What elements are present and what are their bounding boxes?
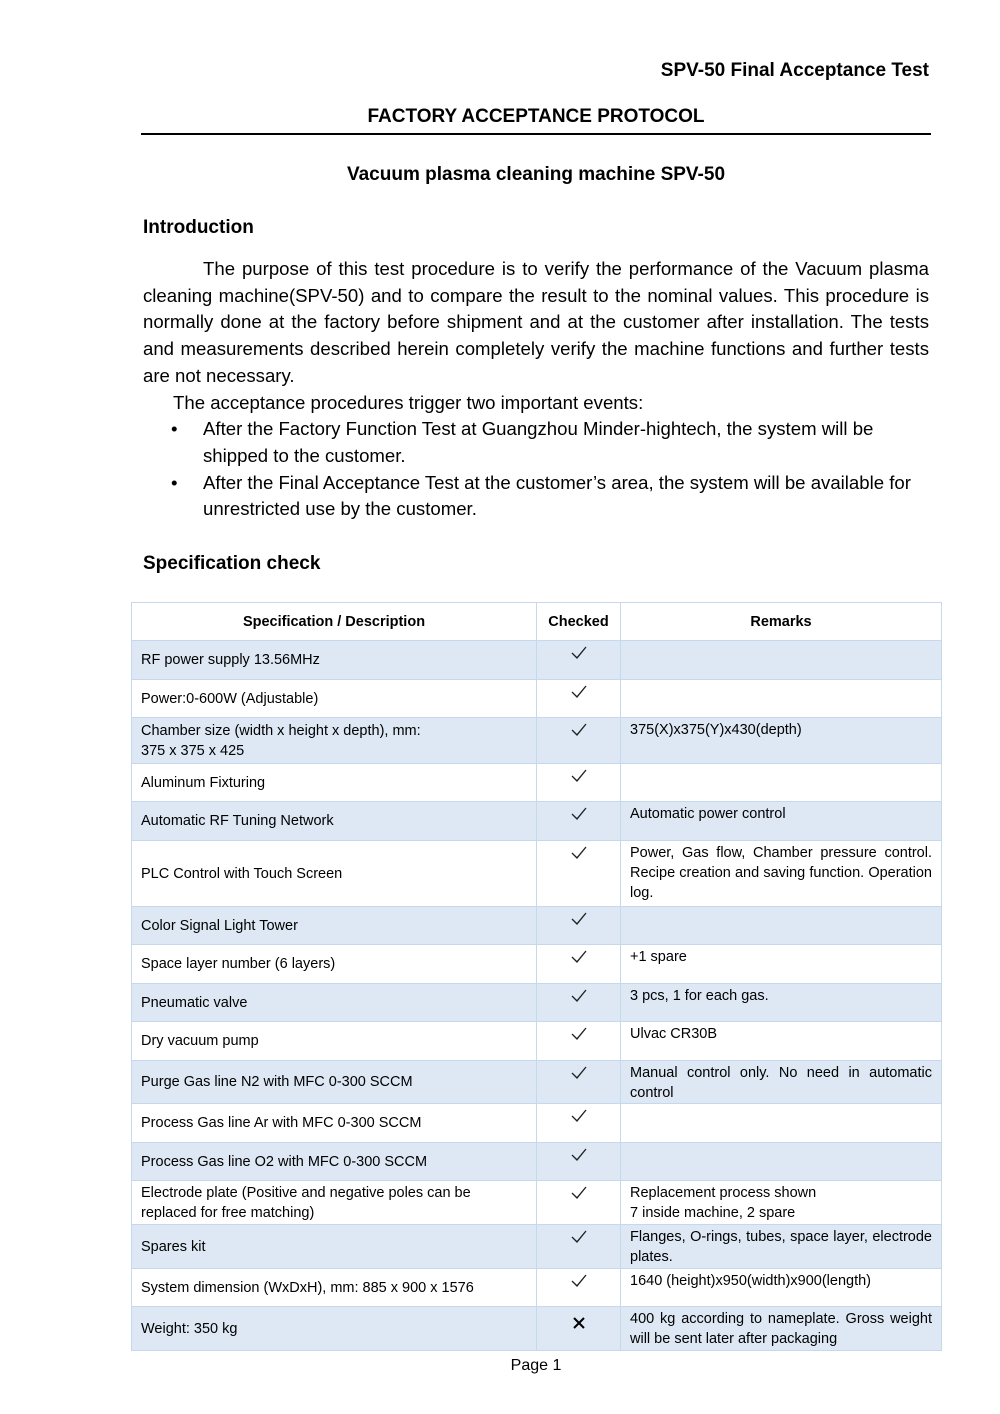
check-icon	[570, 722, 588, 738]
document-title: Vacuum plasma cleaning machine SPV-50	[346, 164, 726, 185]
specification-cell: Space layer number (6 layers)	[132, 945, 537, 984]
specification-cell: Purge Gas line N2 with MFC 0-300 SCCM	[132, 1061, 537, 1104]
check-icon	[570, 645, 588, 661]
specification-cell: Pneumatic valve	[132, 984, 537, 1022]
column-header-specification: Specification / Description	[132, 603, 537, 641]
remarks-cell: 3 pcs, 1 for each gas.	[621, 984, 942, 1022]
table-row	[132, 764, 942, 802]
specification-cell: RF power supply 13.56MHz	[132, 641, 537, 680]
specification-cell: Chamber size (width x height x depth), mm: 375 x 375 x 425	[132, 718, 537, 764]
table-row	[132, 1061, 942, 1104]
introduction-paragraph: The purpose of this test procedure is to verify the performance of the Vacuum plasma cleaning machine(SPV-50) and to compare the result to the nominal values. This procedure is normally done at the factory before shipment and at the customer after installation. The tests and measurements described herein completely verify the machine functions and further tests are not necessary.	[143, 258, 929, 386]
check-icon	[570, 768, 588, 784]
checked-cell	[537, 718, 621, 764]
table-row	[132, 1022, 942, 1061]
remarks-cell: Power, Gas flow, Chamber pressure control. Recipe creation and saving function. Operation log.	[621, 841, 942, 907]
list-item-text: After the Factory Function Test at Guangzhou Minder-hightech, the system will be shipped to the customer.	[203, 418, 874, 466]
remarks-cell	[621, 764, 942, 802]
check-icon	[570, 806, 588, 822]
remarks-cell	[621, 907, 942, 945]
remarks-cell: Ulvac CR30B	[621, 1022, 942, 1061]
remarks-cell	[621, 641, 942, 680]
specification-cell: Electrode plate (Positive and negative poles can be replaced for free matching)	[132, 1181, 537, 1225]
check-icon	[570, 684, 588, 700]
check-icon	[570, 1147, 588, 1163]
checked-cell	[537, 984, 621, 1022]
table-row	[132, 1181, 942, 1225]
table-row	[132, 1104, 942, 1143]
cross-icon	[572, 1316, 586, 1330]
remarks-cell: +1 spare	[621, 945, 942, 984]
checked-cell	[537, 841, 621, 907]
table-row	[132, 1307, 942, 1351]
introduction-heading: Introduction	[143, 217, 254, 238]
list-item-text: After the Final Acceptance Test at the customer’s area, the system will be available for unrestricted use by the customer.	[203, 471, 911, 520]
table-row	[132, 718, 942, 764]
checked-cell	[537, 907, 621, 945]
protocol-title: FACTORY ACCEPTANCE PROTOCOL	[367, 106, 705, 127]
checked-cell	[537, 1143, 621, 1181]
checked-cell	[537, 1181, 621, 1225]
table-row	[132, 1269, 942, 1307]
remarks-cell: Replacement process shown 7 inside machine, 2 spare	[621, 1181, 942, 1225]
check-icon	[570, 1273, 588, 1289]
remarks-cell: 1640 (height)x950(width)x900(length)	[621, 1269, 942, 1307]
check-icon	[570, 1026, 588, 1042]
checked-cell	[537, 1307, 621, 1351]
checked-cell	[537, 1225, 621, 1269]
table-row	[132, 802, 942, 841]
specification-heading: Specification check	[143, 553, 321, 574]
running-header: SPV-50 Final Acceptance Test	[660, 60, 929, 81]
list-item	[143, 416, 929, 469]
checked-cell	[537, 1269, 621, 1307]
table-row	[132, 680, 942, 718]
header-divider	[141, 133, 931, 135]
specification-cell: Aluminum Fixturing	[132, 764, 537, 802]
specification-table	[131, 602, 942, 1351]
remarks-cell: 375(X)x375(Y)x430(depth)	[621, 718, 942, 764]
table-row	[132, 841, 942, 907]
table-row	[132, 907, 942, 945]
specification-cell: PLC Control with Touch Screen	[132, 841, 537, 907]
check-icon	[570, 845, 588, 861]
table-row	[132, 984, 942, 1022]
checked-cell	[537, 680, 621, 718]
introduction-body	[143, 256, 929, 523]
table-row	[132, 641, 942, 680]
check-icon	[570, 949, 588, 965]
specification-cell: Process Gas line Ar with MFC 0-300 SCCM	[132, 1104, 537, 1143]
checked-cell	[537, 764, 621, 802]
checked-cell	[537, 945, 621, 984]
specification-cell: Process Gas line O2 with MFC 0-300 SCCM	[132, 1143, 537, 1181]
check-icon	[570, 1065, 588, 1081]
checked-cell	[537, 1104, 621, 1143]
specification-cell: Power:0-600W (Adjustable)	[132, 680, 537, 718]
check-icon	[570, 1229, 588, 1245]
remarks-cell	[621, 1143, 942, 1181]
bullet-icon: •	[171, 471, 178, 493]
introduction-paragraph: The acceptance procedures trigger two important events:	[173, 391, 644, 413]
check-icon	[570, 1185, 588, 1201]
specification-cell: Automatic RF Tuning Network	[132, 802, 537, 841]
table-row	[132, 1225, 942, 1269]
event-list	[143, 416, 929, 523]
list-item	[143, 470, 929, 523]
remarks-cell: Flanges, O-rings, tubes, space layer, electrode plates.	[621, 1225, 942, 1269]
page-number: Page 1	[510, 1357, 562, 1374]
remarks-cell: Automatic power control	[621, 802, 942, 841]
remarks-cell: 400 kg according to nameplate. Gross weight will be sent later after packaging	[621, 1307, 942, 1351]
remarks-cell: Manual control only. No need in automatic control	[621, 1061, 942, 1104]
remarks-cell	[621, 680, 942, 718]
specification-cell: Dry vacuum pump	[132, 1022, 537, 1061]
specification-cell: Weight: 350 kg	[132, 1307, 537, 1351]
check-icon	[570, 911, 588, 927]
check-icon	[570, 988, 588, 1004]
specification-cell: Color Signal Light Tower	[132, 907, 537, 945]
checked-cell	[537, 1022, 621, 1061]
checked-cell	[537, 802, 621, 841]
table-row	[132, 1143, 942, 1181]
specification-cell: Spares kit	[132, 1225, 537, 1269]
check-icon	[570, 1108, 588, 1124]
column-header-checked: Checked	[537, 603, 621, 641]
remarks-cell	[621, 1104, 942, 1143]
table-row	[132, 945, 942, 984]
bullet-icon: •	[171, 418, 178, 440]
checked-cell	[537, 641, 621, 680]
table-header-row	[132, 603, 942, 641]
specification-cell: System dimension (WxDxH), mm: 885 x 900 x 1576	[132, 1269, 537, 1307]
checked-cell	[537, 1061, 621, 1104]
column-header-remarks: Remarks	[621, 603, 942, 641]
